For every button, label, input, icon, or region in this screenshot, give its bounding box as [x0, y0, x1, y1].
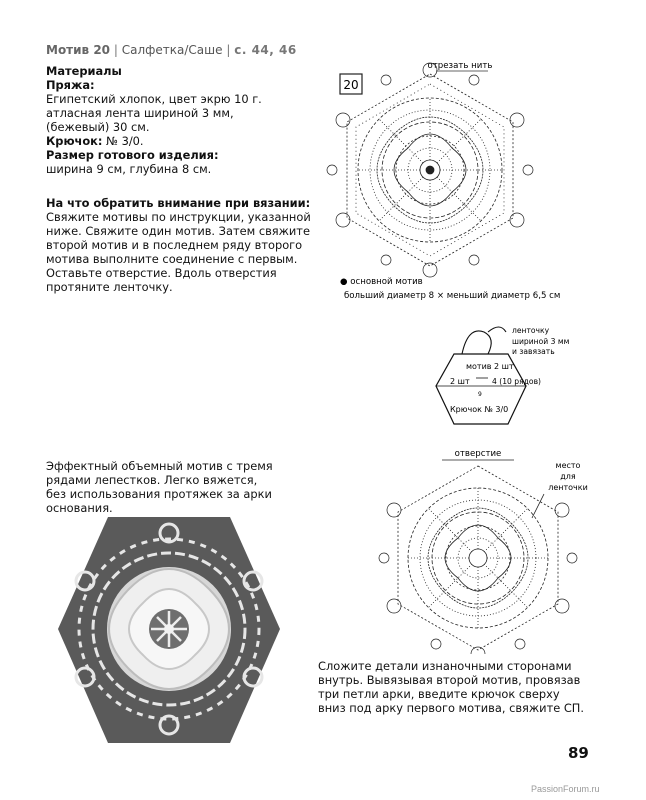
page-header	[46, 43, 297, 57]
ribbon-label: и завязать	[512, 347, 555, 356]
join-line: три петли арки, введите крючок сверху	[318, 687, 560, 701]
yarn-line: (бежевый) 30 см.	[46, 120, 150, 134]
header-separator: |	[226, 43, 231, 57]
ribbon-loop	[462, 331, 491, 354]
attention-heading: На что обратить внимание при вязании:	[46, 196, 311, 210]
yarn-heading: Пряжа:	[46, 78, 95, 92]
join-line: Сложите детали изнаночными сторонами	[318, 659, 572, 673]
size-value: ширина 9 см, глубина 8 см.	[46, 162, 212, 176]
materials-heading: Материалы	[46, 64, 122, 78]
motif-rings	[327, 63, 533, 277]
caption-line: рядами лепестков. Легко вяжется,	[46, 473, 258, 487]
motif-count: мотив 2 шт	[466, 362, 514, 371]
ribbon-place-label: для	[560, 472, 576, 481]
hook-size: Крючок № 3/0	[450, 405, 509, 414]
motif-number: Мотив 20	[46, 43, 111, 57]
hook-label: Крючок:	[46, 134, 103, 148]
width-mark: 9	[478, 391, 482, 398]
motif-dimensions: больший диаметр 8 × меньший диаметр 6,5 см	[344, 291, 561, 301]
yarn-line: атласная лента шириной 3 мм,	[46, 106, 234, 120]
motif-photo	[58, 517, 280, 743]
hook-value: № 3/0.	[106, 134, 144, 148]
diagram-number: 20	[343, 78, 359, 92]
caption-line: Эффектный объемный мотив с тремя	[46, 459, 273, 473]
instruction-line: мотива выполните соединение с первым.	[46, 252, 298, 266]
caption-line: основания.	[46, 501, 113, 515]
rows-count: 4 (10 рядов)	[492, 377, 542, 386]
photo-caption	[46, 459, 276, 515]
page-reference: с. 44, 46	[234, 43, 297, 57]
ribbon-place-label: место	[555, 461, 581, 470]
motif-title: Салфетка/Саше	[121, 43, 223, 57]
header-separator: |	[113, 43, 118, 57]
yarn-line: Египетский хлопок, цвет экрю 10 г.	[46, 92, 262, 106]
instruction-line: протяните ленточку.	[46, 280, 173, 294]
cut-thread-label: отрезать нить	[427, 61, 493, 71]
caption-line: без использования протяжек за арки	[46, 487, 272, 501]
legend-main-motif: ● основной мотив	[340, 277, 423, 287]
page-number: 89	[568, 744, 589, 762]
materials-section	[46, 64, 336, 176]
instruction-line: второй мотив и в последнем ряду второго	[46, 238, 303, 252]
instruction-line: ниже. Свяжите один мотив. Затем свяжите	[46, 224, 310, 238]
instruction-line: Свяжите мотивы по инструкции, указанной	[46, 210, 311, 224]
ribbon-label: шириной 3 мм	[512, 337, 570, 346]
attention-section	[46, 196, 336, 294]
size-heading: Размер готового изделия:	[46, 148, 219, 162]
opening-label: отверстие	[454, 449, 502, 459]
ribbon-label: ленточку	[512, 326, 550, 335]
join-line: внутрь. Вывязывая второй мотив, провязав	[318, 673, 581, 687]
pieces-count: 2 шт	[450, 377, 470, 386]
joining-note	[318, 659, 608, 715]
join-line: вниз под арку первого мотива, свяжите СП.	[318, 701, 584, 715]
joining-chart	[372, 444, 608, 654]
joining-rings	[379, 466, 577, 654]
instruction-line: Оставьте отверстие. Вдоль отверстия	[46, 266, 277, 280]
ribbon-place-label: ленточки	[548, 483, 588, 492]
motif-chart-main	[318, 58, 628, 306]
watermark: PassionForum.ru	[531, 784, 600, 794]
assembly-diagram	[428, 320, 598, 430]
